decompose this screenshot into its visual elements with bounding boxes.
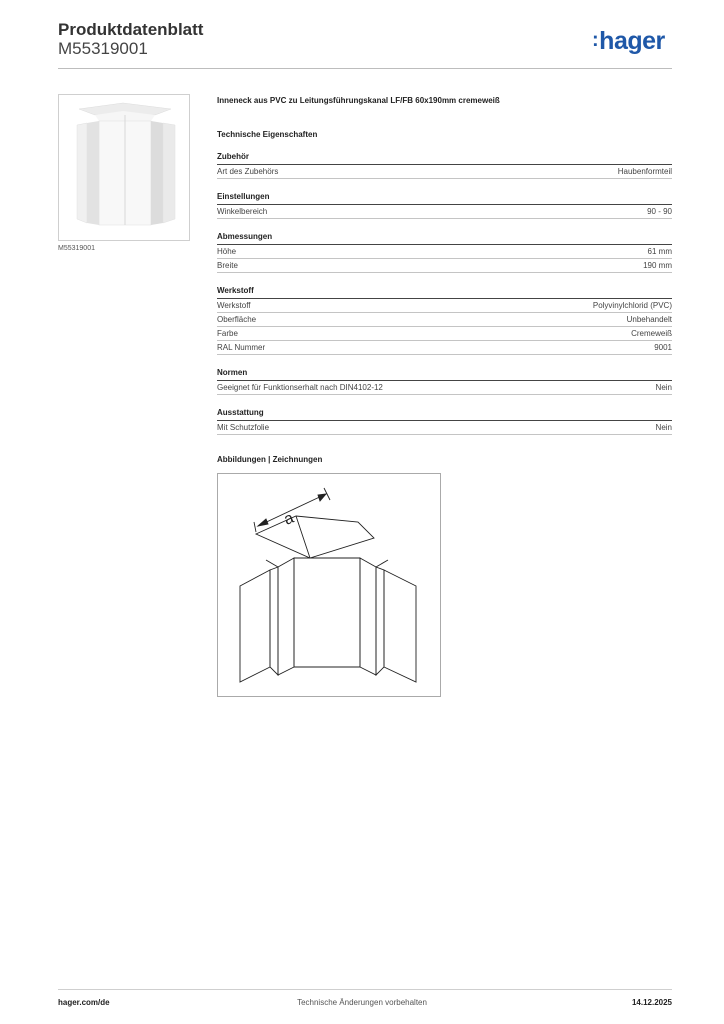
product-photo-icon xyxy=(59,95,189,240)
spec-label: Winkelbereich xyxy=(217,207,268,216)
section-title: Abmessungen xyxy=(217,232,672,245)
spec-column xyxy=(217,96,672,435)
spec-value: Cremeweiß xyxy=(631,329,672,338)
spec-row xyxy=(217,327,672,341)
spec-row xyxy=(217,205,672,219)
spec-label: Farbe xyxy=(217,329,238,338)
logo-text: hager xyxy=(599,27,665,55)
section-title: Werkstoff xyxy=(217,286,672,299)
section-einstellungen xyxy=(217,192,672,219)
footer-date: 14.12.2025 xyxy=(631,998,672,1007)
section-abmessungen xyxy=(217,232,672,273)
spec-row xyxy=(217,165,672,179)
dimension-label: a xyxy=(281,509,297,529)
product-image xyxy=(58,94,190,241)
spec-row xyxy=(217,313,672,327)
tech-heading: Technische Eigenschaften xyxy=(217,130,318,139)
page-title: Produktdatenblatt xyxy=(58,20,204,39)
spec-label: RAL Nummer xyxy=(217,343,266,352)
spec-value: 190 mm xyxy=(643,261,672,270)
spec-label: Höhe xyxy=(217,247,237,256)
section-zubehoer xyxy=(217,152,672,179)
spec-value: 61 mm xyxy=(647,247,672,256)
spec-label: Oberfläche xyxy=(217,315,257,324)
section-ausstattung xyxy=(217,408,672,435)
spec-row xyxy=(217,259,672,273)
section-normen xyxy=(217,368,672,395)
spec-row xyxy=(217,245,672,259)
spec-value: Haubenformteil xyxy=(617,167,672,176)
image-caption: M55319001 xyxy=(58,245,95,252)
spec-row xyxy=(217,341,672,355)
spec-label: Breite xyxy=(217,261,238,270)
section-title: Normen xyxy=(217,368,672,381)
spec-value: 90 - 90 xyxy=(647,207,672,216)
product-title: Inneneck aus PVC zu Leitungsführungskanal LF/FB 60x190mm cremeweiß xyxy=(217,96,500,105)
spec-label: Mit Schutzfolie xyxy=(217,423,270,432)
inner-corner-drawing-icon xyxy=(218,474,440,696)
spec-value: Unbehandelt xyxy=(626,315,672,324)
spec-label: Werkstoff xyxy=(217,301,251,310)
section-title: Einstellungen xyxy=(217,192,672,205)
spec-row xyxy=(217,299,672,313)
figures-heading: Abbildungen | Zeichnungen xyxy=(217,455,323,464)
header-divider xyxy=(58,68,672,69)
footer-website-link[interactable]: hager.com/de xyxy=(58,998,110,1007)
spec-value: Nein xyxy=(655,383,672,392)
technical-drawing xyxy=(217,473,441,697)
spec-value: 9001 xyxy=(654,343,672,352)
hager-logo xyxy=(592,27,665,56)
section-title: Zubehör xyxy=(217,152,672,165)
spec-row xyxy=(217,381,672,395)
footer-disclaimer: Technische Änderungen vorbehalten xyxy=(297,998,427,1007)
section-title: Ausstattung xyxy=(217,408,672,421)
section-werkstoff xyxy=(217,286,672,355)
spec-value: Nein xyxy=(655,423,672,432)
spec-label: Art des Zubehörs xyxy=(217,167,279,176)
product-code: M55319001 xyxy=(58,39,148,58)
spec-row xyxy=(217,421,672,435)
footer-divider xyxy=(58,989,672,990)
spec-label: Geeignet für Funktionserhalt nach DIN4102-12 xyxy=(217,383,383,392)
logo-colon: : xyxy=(592,29,599,51)
spec-value: Polyvinylchlorid (PVC) xyxy=(592,301,672,310)
